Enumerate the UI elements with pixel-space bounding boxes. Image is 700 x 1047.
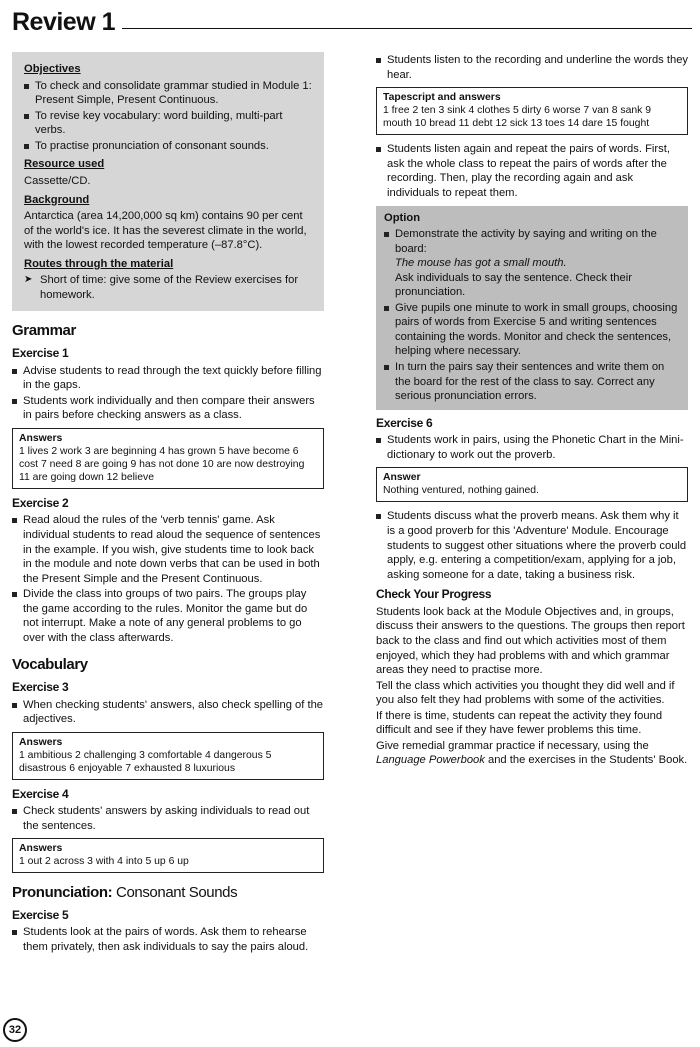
answer-text: Nothing ventured, nothing gained. xyxy=(383,485,539,497)
exercise-6-heading: Exercise 6 xyxy=(376,415,433,430)
tapescript-text: 1 free 2 ten 3 sink 4 clothes 5 dirty 6 worse 7 van 8 sank 9 mouth 10 bread 11 debt 12 sick 13 toes 14 dare 15 fought xyxy=(383,105,651,130)
exercise-2-heading: Exercise 2 xyxy=(12,495,69,510)
objectives-box xyxy=(12,52,324,311)
exercise-3-heading: Exercise 3 xyxy=(12,679,69,694)
exercise-6-list xyxy=(376,433,688,462)
list-item: Read aloud the rules of the 'verb tennis' game. Ask individual students to read aloud the sequence of sentences in the example. If you wish, give students time to look back in the module and note down verbs that can be used in both the Present Simple and the Present Continuous. xyxy=(12,513,324,586)
left-column xyxy=(12,52,324,956)
list-item: Students listen to the recording and underline the words they hear. xyxy=(376,53,688,82)
page-number: 32 xyxy=(3,1018,27,1042)
progress-text: and the exercises in the Students' Book. xyxy=(484,754,688,767)
grammar-heading: Grammar xyxy=(12,322,76,340)
list-item xyxy=(384,227,680,300)
answers-text: 1 out 2 across 3 with 4 into 5 up 6 up xyxy=(19,856,189,868)
option-list xyxy=(384,227,680,404)
progress-text: Give remedial grammar practice if necessary, using the xyxy=(376,739,649,752)
tapescript-box xyxy=(376,87,688,135)
right-column xyxy=(376,52,688,769)
option-label: Option xyxy=(384,212,421,225)
background-text: Antarctica (area 14,200,000 sq km) contains 90 per cent of the world's ice. It has the severest climate in the world, with the lowest recorded temperature (–87.8°C). xyxy=(24,210,307,252)
progress-paragraph xyxy=(376,739,688,768)
answer-label: Answer xyxy=(383,472,421,484)
exercise-1-heading: Exercise 1 xyxy=(12,345,69,360)
list-item: Students work in pairs, using the Phonetic Chart in the Mini-dictionary to work out the proverb. xyxy=(376,433,688,462)
pronunciation-heading-normal: Consonant Sounds xyxy=(116,884,238,902)
exercise-5-after-list xyxy=(376,142,688,200)
objective-item: To practise pronunciation of consonant sounds. xyxy=(24,139,312,154)
list-item: Divide the class into groups of two pairs. The groups play the game according to the rules. Monitor the game but do not interrupt. Make a note of any general problems to go over with the class afterwards. xyxy=(12,587,324,645)
check-progress-heading: Check Your Progress xyxy=(376,587,492,602)
pronunciation-heading xyxy=(12,883,324,903)
exercise-5-list xyxy=(12,925,324,954)
resource-heading: Resource used xyxy=(24,158,105,171)
page-header xyxy=(12,6,692,40)
resource-text: Cassette/CD. xyxy=(24,174,91,187)
exercise-3-answers-box xyxy=(12,732,324,780)
exercise-4-answers-box xyxy=(12,838,324,873)
list-item: Students work individually and then compare their answers in pairs before checking answers as a class. xyxy=(12,394,324,423)
list-item: Give pupils one minute to work in small groups, choosing pairs of words from Exercise 5 and writing sentences containing the words. Monitor and check the sentences, helping where necessary. xyxy=(384,301,680,359)
header-rule xyxy=(122,28,692,29)
pronunciation-heading-bold: Pronunciation: xyxy=(12,884,113,902)
answers-label: Answers xyxy=(19,432,63,444)
list-item: Students discuss what the proverb means. Ask them why it is a good proverb for this 'Adventure' Module. Encourage students to suggest other situations where the proverb could apply, e.g. entering a competition/exam, applying for a job, asking someone for a date, taking a business risk. xyxy=(376,509,688,582)
option-example: The mouse has got a small mouth. xyxy=(395,257,567,270)
option-item-continued: Ask individuals to say the sentence. Check their pronunciation. xyxy=(395,271,632,299)
tapescript-label: Tapescript and answers xyxy=(383,92,501,104)
background-heading: Background xyxy=(24,193,90,206)
answers-label: Answers xyxy=(19,843,63,855)
exercise-2-list xyxy=(12,513,324,645)
objectives-heading: Objectives xyxy=(24,63,81,75)
list-item: When checking students' answers, also check spelling of the adjectives. xyxy=(12,698,324,727)
list-item: Students listen again and repeat the pairs of words. First, ask the whole class to repeat the pairs of words after the recording. Then, play the recording again and ask individuals to repeat them. xyxy=(376,142,688,200)
list-item: In turn the pairs say their sentences and write them on the board for the rest of the class to say. Correct any serious pronunciation errors. xyxy=(384,360,680,404)
exercise-3-list xyxy=(12,698,324,727)
objective-item: To check and consolidate grammar studied in Module 1: Present Simple, Present Continuous. xyxy=(24,79,312,108)
progress-paragraph: If there is time, students can repeat the activity they found difficult and see if they have fewer problems this time. xyxy=(376,709,663,737)
routes-text: ➤ Short of time: give some of the Review exercises for homework. xyxy=(24,273,312,302)
progress-paragraph: Students look back at the Module Objectives and, in groups, discuss their answers to the questions. The groups then report back to the class and find out which activities most of them enjoyed, which they had problems with and which grammar areas they need to practise more. xyxy=(376,605,685,677)
objective-item: To revise key vocabulary: word building, multi-part verbs. xyxy=(24,109,312,138)
answers-text: 1 ambitious 2 challenging 3 comfortable 4 dangerous 5 disastrous 6 enjoyable 7 exhausted 8 luxurious xyxy=(19,749,272,774)
exercise-4-heading: Exercise 4 xyxy=(12,786,69,801)
option-box xyxy=(376,206,688,409)
progress-paragraph: Tell the class which activities you thought they did well and if you also felt they had problems with some of the activities. xyxy=(376,679,675,707)
list-item: Students look at the pairs of words. Ask them to rehearse them privately, then ask individuals to say the pairs aloud. xyxy=(12,925,324,954)
exercise-1-answers-box xyxy=(12,428,324,489)
answers-text: 1 lives 2 work 3 are beginning 4 has grown 5 have become 6 cost 7 need 8 are going 9 has not done 10 are now destroying 11 are going down 12 believe xyxy=(19,445,305,483)
vocabulary-heading: Vocabulary xyxy=(12,656,88,674)
exercise-6-after-list xyxy=(376,509,688,582)
page-title: Review 1 xyxy=(12,8,116,36)
list-item: Check students' answers by asking individuals to read out the sentences. xyxy=(12,804,324,833)
routes-heading: Routes through the material xyxy=(24,257,174,270)
exercise-5-list-continued xyxy=(376,53,688,82)
objectives-list xyxy=(24,79,312,154)
answers-label: Answers xyxy=(19,736,63,748)
option-item-text: Demonstrate the activity by saying and writing on the board: xyxy=(395,227,657,255)
exercise-1-list xyxy=(12,364,324,423)
list-item: Advise students to read through the text quickly before filling in the gaps. xyxy=(12,364,324,393)
exercise-6-answer-box xyxy=(376,467,688,502)
powerbook-title: Language Powerbook xyxy=(376,754,485,767)
exercise-4-list xyxy=(12,804,324,833)
exercise-5-heading: Exercise 5 xyxy=(12,907,69,922)
